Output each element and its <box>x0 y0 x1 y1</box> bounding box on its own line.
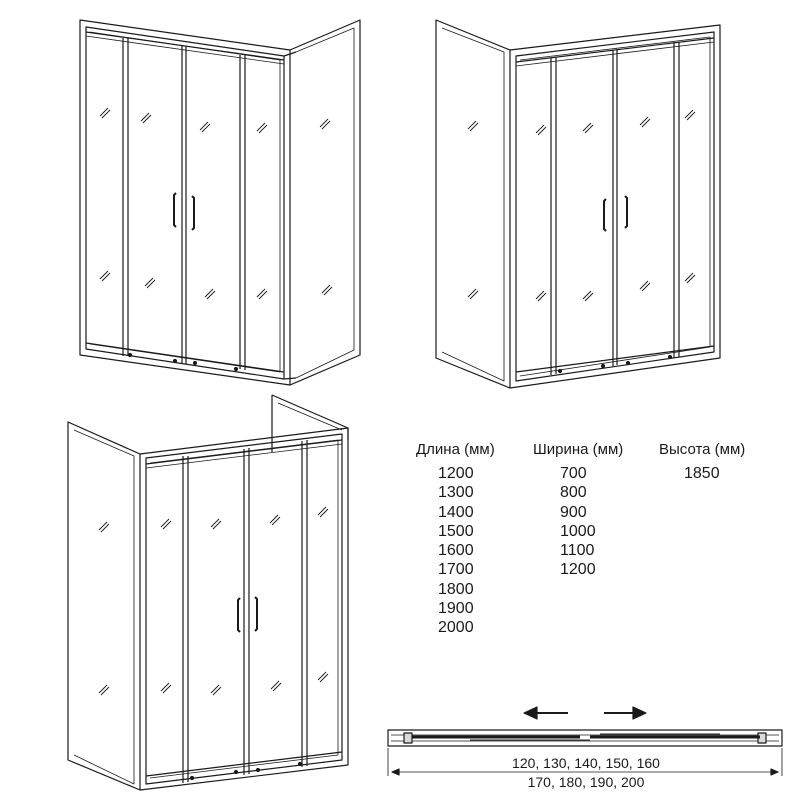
width-value: 1200 <box>560 561 596 579</box>
view-front-three-panel <box>68 395 348 790</box>
width-value: 1000 <box>560 522 596 540</box>
width-value: 700 <box>560 465 587 482</box>
width-value: 1100 <box>560 542 595 560</box>
height-column <box>659 440 745 483</box>
length-values <box>416 464 495 638</box>
height-value: 1850 <box>684 465 720 482</box>
length-value: 1600 <box>438 542 474 560</box>
length-value: 2000 <box>438 619 474 637</box>
length-value: 1700 <box>438 561 474 579</box>
dimension-label-line1: 120, 130, 140, 150, 160 <box>512 755 660 771</box>
width-values <box>533 464 623 580</box>
length-header: Длина (мм) <box>416 441 495 458</box>
width-value: 800 <box>560 484 587 502</box>
length-value: 1500 <box>438 522 474 540</box>
length-value: 1800 <box>438 580 474 598</box>
height-values <box>659 464 745 483</box>
width-value: 900 <box>560 503 587 521</box>
length-column <box>416 440 495 638</box>
view-front-left <box>80 20 360 385</box>
width-header: Ширина (мм) <box>533 441 624 458</box>
arrow-left-icon <box>524 707 568 719</box>
length-value: 1200 <box>438 465 474 482</box>
height-header: Высота (мм) <box>659 441 746 458</box>
view-front-right <box>436 20 720 388</box>
length-value: 1300 <box>438 484 474 502</box>
arrow-right-icon <box>604 707 646 719</box>
dimension-label-line2: 170, 180, 190, 200 <box>527 774 645 790</box>
length-value: 1900 <box>438 600 474 618</box>
length-value: 1400 <box>438 503 474 521</box>
width-column <box>533 440 623 580</box>
